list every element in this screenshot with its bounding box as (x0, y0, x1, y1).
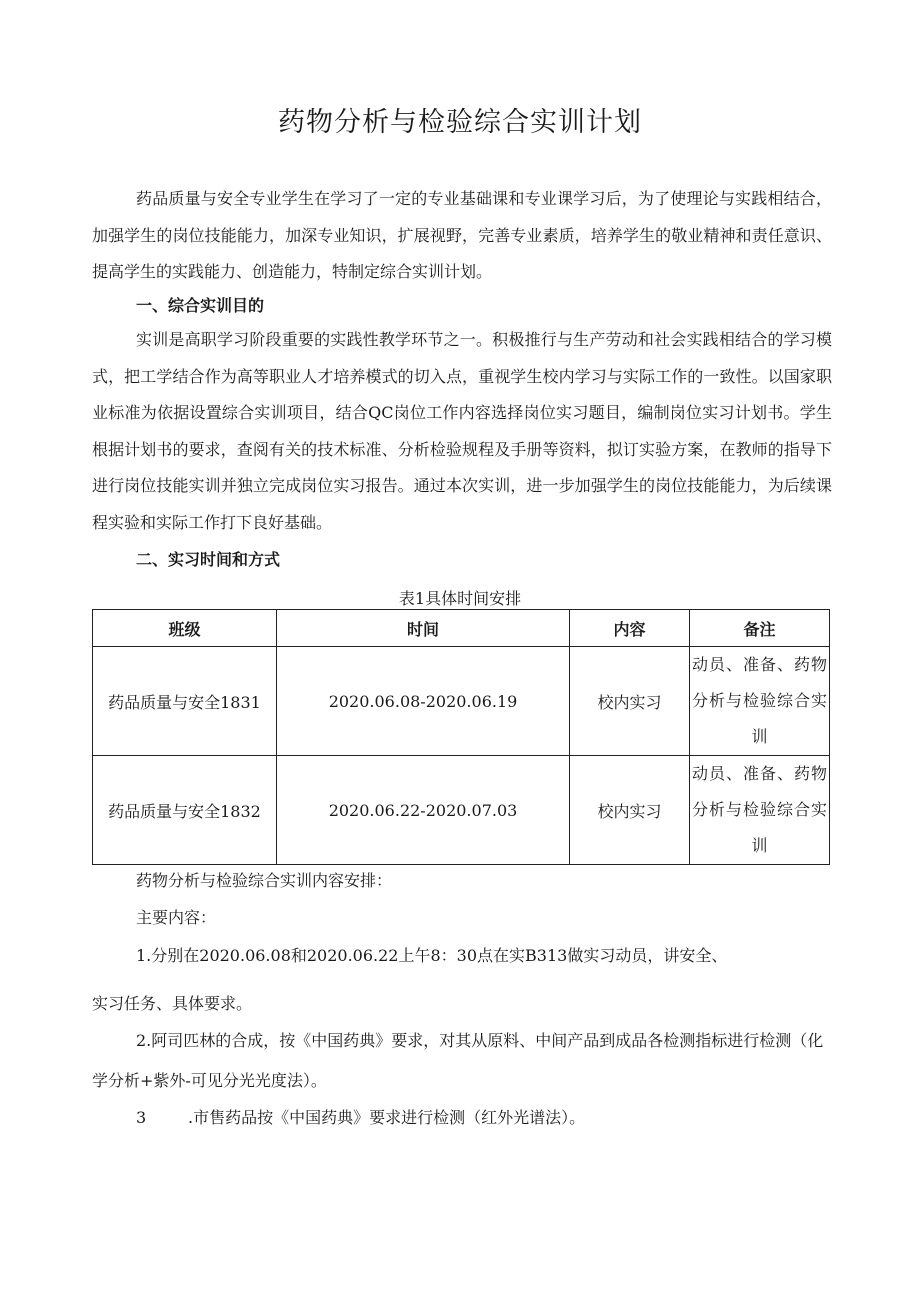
content-arrangement-line: 药物分析与检验综合实训内容安排： (136, 871, 393, 890)
column-header-note: 备注 (690, 610, 830, 647)
main-content-label: 主要内容： (136, 908, 217, 927)
item-3 (136, 1105, 585, 1128)
column-header-content: 内容 (570, 610, 690, 647)
table-row (93, 647, 830, 756)
purpose-paragraph: 实训是高职学习阶段重要的实践性教学环节之一。积极推行与生产劳动和社会实践相结合的学习模式，把工学结合作为高等职业人才培养模式的切入点，重视学生校内学习与实际工作的一致性。以国家职业标准为依据设置综合实训项目，结合QC岗位工作内容选择岗位实习题目，编制岗位实习计划书。学生根据计划书的要求，查阅有关的技术标准、分析检验规程及手册等资料，拟订实验方案，在教师的指导下进行岗位技能实训并独立完成岗位实习报告。通过本次实训，进一步加强学生的岗位技能能力，为后续课程实验和实际工作打下良好基础。 (92, 330, 832, 532)
cell-time: 2020.06.08-2020.06.19 (277, 647, 570, 756)
item-1-continuation: 实习任务、具体要求。 (92, 994, 253, 1013)
cell-note: 动员、准备、药物分析与检验综合实训 (690, 647, 830, 756)
cell-class: 药品质量与安全1831 (93, 647, 277, 756)
cell-note: 动员、准备、药物分析与检验综合实训 (690, 756, 830, 865)
column-header-class: 班级 (93, 610, 277, 647)
cell-time: 2020.06.22-2020.07.03 (277, 756, 570, 865)
cell-class: 药品质量与安全1832 (93, 756, 277, 865)
item-3-text: .市售药品按《中国药典》要求进行检测（红外光谱法）。 (188, 1108, 586, 1127)
intro-paragraph: 药品质量与安全专业学生在学习了一定的专业基础课和专业课学习后，为了使理论与实践相结合，加强学生的岗位技能能力，加深专业知识，扩展视野，完善专业素质，培养学生的敬业精神和责任意识、提高学生的实践能力、创造能力，特制定综合实训计划。 (92, 189, 832, 281)
item-3-number: 3 (136, 1108, 147, 1127)
item-1: 1.分别在2020.06.08和2020.06.22上午8：30点在实B313做实习动员，讲安全、 (136, 946, 728, 965)
cell-content: 校内实习 (570, 756, 690, 865)
section-heading-purpose: 一、综合实训目的 (136, 296, 265, 315)
table-header-row (93, 610, 830, 647)
page-title: 药物分析与检验综合实训计划 (278, 107, 642, 138)
table-row (93, 756, 830, 865)
cell-content: 校内实习 (570, 647, 690, 756)
schedule-table (92, 609, 830, 865)
section-heading-schedule: 二、实习时间和方式 (136, 550, 281, 569)
column-header-time: 时间 (277, 610, 570, 647)
table-caption: 表1具体时间安排 (398, 589, 522, 608)
item-2: 2.阿司匹林的合成，按《中国药典》要求，对其从原料、中间产品到成品各检测指标进行检测（化学分析+紫外-可见分光光度法）。 (92, 1031, 824, 1090)
